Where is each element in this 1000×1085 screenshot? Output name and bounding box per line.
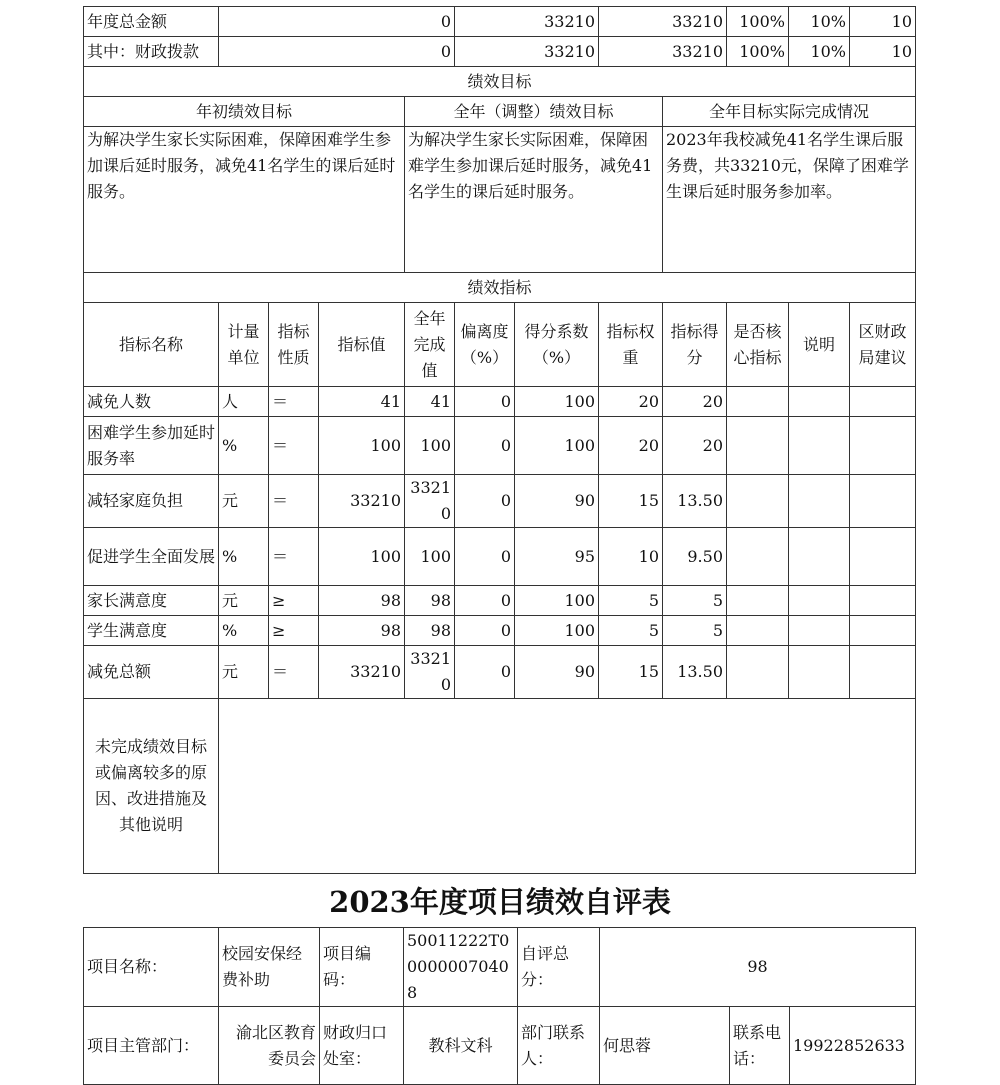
funding-row — [84, 37, 916, 67]
indicator-unit: 元 — [219, 586, 269, 616]
funding-v1: 0 — [219, 37, 455, 67]
indicator-weight: 20 — [599, 417, 663, 475]
project-code-label: 项目编码： — [320, 928, 404, 1007]
header-score: 指标得分 — [663, 303, 727, 387]
indicator-weight: 15 — [599, 646, 663, 699]
dept-value: 渝北区教育委员会 — [219, 1007, 320, 1085]
dept-label: 项目主管部门： — [84, 1007, 219, 1085]
funding-label: 其中：财政拨款 — [84, 37, 219, 67]
indicator-score: 13.50 — [663, 475, 727, 528]
funding-weight: 10% — [789, 7, 850, 37]
indicator-coefficient: 95 — [515, 528, 599, 586]
funding-score: 10 — [850, 7, 916, 37]
indicator-coefficient: 90 — [515, 475, 599, 528]
funding-rate: 100% — [727, 7, 789, 37]
indicator-coefficient: 100 — [515, 387, 599, 417]
indicator-score: 13.50 — [663, 646, 727, 699]
indicator-deviation: 0 — [455, 528, 515, 586]
funding-label: 年度总金额 — [84, 7, 219, 37]
indicator-note — [789, 586, 850, 616]
self-score-value: 98 — [600, 928, 916, 1007]
indicator-name: 减轻家庭负担 — [84, 475, 219, 528]
header-unit: 计量单位 — [219, 303, 269, 387]
project-info-table — [83, 927, 916, 1085]
funding-v2: 33210 — [455, 7, 599, 37]
goal-adjusted-text: 为解决学生家长实际困难，保障困难学生参加课后延时服务，减免41名学生的课后延时服务。 — [405, 127, 663, 273]
finance-value: 教科文科 — [404, 1007, 518, 1085]
funding-v1: 0 — [219, 7, 455, 37]
indicator-nature: ＝ — [269, 528, 319, 586]
indicator-row — [84, 387, 916, 417]
header-coefficient: 得分系数（%） — [515, 303, 599, 387]
indicator-rows — [84, 387, 916, 699]
indicator-target: 98 — [319, 616, 405, 646]
indicator-core — [727, 586, 789, 616]
project-name-value: 校园安保经费补助 — [219, 928, 320, 1007]
funding-v3: 33210 — [599, 7, 727, 37]
indicator-unit: 元 — [219, 475, 269, 528]
indicator-note — [789, 646, 850, 699]
performance-table — [83, 6, 916, 874]
indicator-deviation: 0 — [455, 387, 515, 417]
goal-actual-text: 2023年我校减免41名学生课后服务费，共33210元，保障了困难学生课后延时服务参加率。 — [663, 127, 916, 273]
header-nature: 指标性质 — [269, 303, 319, 387]
indicator-note — [789, 387, 850, 417]
indicator-deviation: 0 — [455, 646, 515, 699]
indicators-section-title: 绩效指标 — [84, 273, 916, 303]
indicator-advice — [850, 586, 916, 616]
indicator-name: 减免人数 — [84, 387, 219, 417]
form-title: 2023年度项目绩效自评表 — [329, 885, 671, 919]
indicator-score: 5 — [663, 586, 727, 616]
phone-value: 19922852633 — [790, 1007, 916, 1085]
indicator-score: 20 — [663, 387, 727, 417]
indicator-unit: 元 — [219, 646, 269, 699]
indicator-coefficient: 100 — [515, 417, 599, 475]
funding-score: 10 — [850, 37, 916, 67]
header-core: 是否核心指标 — [727, 303, 789, 387]
indicator-done: 41 — [405, 387, 455, 417]
indicator-row — [84, 528, 916, 586]
indicator-weight: 20 — [599, 387, 663, 417]
indicator-note — [789, 616, 850, 646]
indicator-advice — [850, 528, 916, 586]
indicator-target: 100 — [319, 417, 405, 475]
indicator-weight: 15 — [599, 475, 663, 528]
indicator-name: 家长满意度 — [84, 586, 219, 616]
indicator-coefficient: 100 — [515, 586, 599, 616]
indicator-note — [789, 417, 850, 475]
goals-header-initial: 年初绩效目标 — [84, 97, 405, 127]
indicator-nature: ＝ — [269, 646, 319, 699]
indicator-deviation: 0 — [455, 475, 515, 528]
indicator-advice — [850, 417, 916, 475]
indicator-core — [727, 387, 789, 417]
indicator-note — [789, 528, 850, 586]
indicator-core — [727, 528, 789, 586]
goals-header-adjusted: 全年（调整）绩效目标 — [405, 97, 663, 127]
indicator-unit: % — [219, 417, 269, 475]
phone-label: 联系电话： — [730, 1007, 790, 1085]
indicator-target: 98 — [319, 586, 405, 616]
indicators-header-row — [84, 303, 916, 387]
indicator-name: 促进学生全面发展 — [84, 528, 219, 586]
indicator-target: 100 — [319, 528, 405, 586]
indicator-core — [727, 417, 789, 475]
funding-rate: 100% — [727, 37, 789, 67]
indicator-name: 困难学生参加延时服务率 — [84, 417, 219, 475]
indicator-score: 5 — [663, 616, 727, 646]
indicator-weight: 5 — [599, 616, 663, 646]
indicator-core — [727, 616, 789, 646]
indicator-row — [84, 616, 916, 646]
indicator-done: 33210 — [405, 646, 455, 699]
indicator-coefficient: 100 — [515, 616, 599, 646]
indicator-advice — [850, 616, 916, 646]
indicator-core — [727, 646, 789, 699]
indicator-done: 98 — [405, 616, 455, 646]
indicator-target: 41 — [319, 387, 405, 417]
unfinished-label: 未完成绩效目标或偏离较多的原因、改进措施及其他说明 — [84, 699, 219, 874]
indicator-name: 减免总额 — [84, 646, 219, 699]
unfinished-value — [219, 699, 916, 874]
indicator-unit: 人 — [219, 387, 269, 417]
funding-v3: 33210 — [599, 37, 727, 67]
indicator-done: 100 — [405, 417, 455, 475]
indicator-row — [84, 586, 916, 616]
indicator-advice — [850, 646, 916, 699]
indicator-deviation: 0 — [455, 586, 515, 616]
header-weight: 指标权重 — [599, 303, 663, 387]
header-note: 说明 — [789, 303, 850, 387]
project-code-value: 50011222T000000070408 — [404, 928, 518, 1007]
indicator-unit: % — [219, 528, 269, 586]
indicator-score: 9.50 — [663, 528, 727, 586]
indicator-coefficient: 90 — [515, 646, 599, 699]
indicator-done: 98 — [405, 586, 455, 616]
goal-initial-text: 为解决学生家长实际困难，保障困难学生参加课后延时服务，减免41名学生的课后延时服务。 — [84, 127, 405, 273]
finance-label: 财政归口处室： — [320, 1007, 404, 1085]
indicator-core — [727, 475, 789, 528]
header-advice: 区财政局建议 — [850, 303, 916, 387]
indicator-deviation: 0 — [455, 417, 515, 475]
header-target: 指标值 — [319, 303, 405, 387]
indicator-target: 33210 — [319, 475, 405, 528]
indicator-unit: % — [219, 616, 269, 646]
indicator-nature: ＝ — [269, 387, 319, 417]
indicator-target: 33210 — [319, 646, 405, 699]
indicator-nature: ≥ — [269, 616, 319, 646]
indicator-nature: ＝ — [269, 417, 319, 475]
indicator-note — [789, 475, 850, 528]
header-done: 全年完成值 — [405, 303, 455, 387]
funding-weight: 10% — [789, 37, 850, 67]
indicator-done: 100 — [405, 528, 455, 586]
indicator-advice — [850, 387, 916, 417]
funding-v2: 33210 — [455, 37, 599, 67]
project-name-label: 项目名称： — [84, 928, 219, 1007]
contact-label: 部门联系人： — [518, 1007, 600, 1085]
indicator-deviation: 0 — [455, 616, 515, 646]
indicator-row — [84, 646, 916, 699]
contact-value: 何思蓉 — [600, 1007, 730, 1085]
indicator-score: 20 — [663, 417, 727, 475]
goals-section-title: 绩效目标 — [84, 67, 916, 97]
header-indicator-name: 指标名称 — [84, 303, 219, 387]
indicator-row — [84, 475, 916, 528]
indicator-row — [84, 417, 916, 475]
self-score-label: 自评总分： — [518, 928, 600, 1007]
goals-header-actual: 全年目标实际完成情况 — [663, 97, 916, 127]
indicator-name: 学生满意度 — [84, 616, 219, 646]
header-deviation: 偏离度（%） — [455, 303, 515, 387]
indicator-advice — [850, 475, 916, 528]
indicator-nature: ≥ — [269, 586, 319, 616]
indicator-nature: ＝ — [269, 475, 319, 528]
indicator-weight: 5 — [599, 586, 663, 616]
indicator-done: 33210 — [405, 475, 455, 528]
funding-row — [84, 7, 916, 37]
indicator-weight: 10 — [599, 528, 663, 586]
